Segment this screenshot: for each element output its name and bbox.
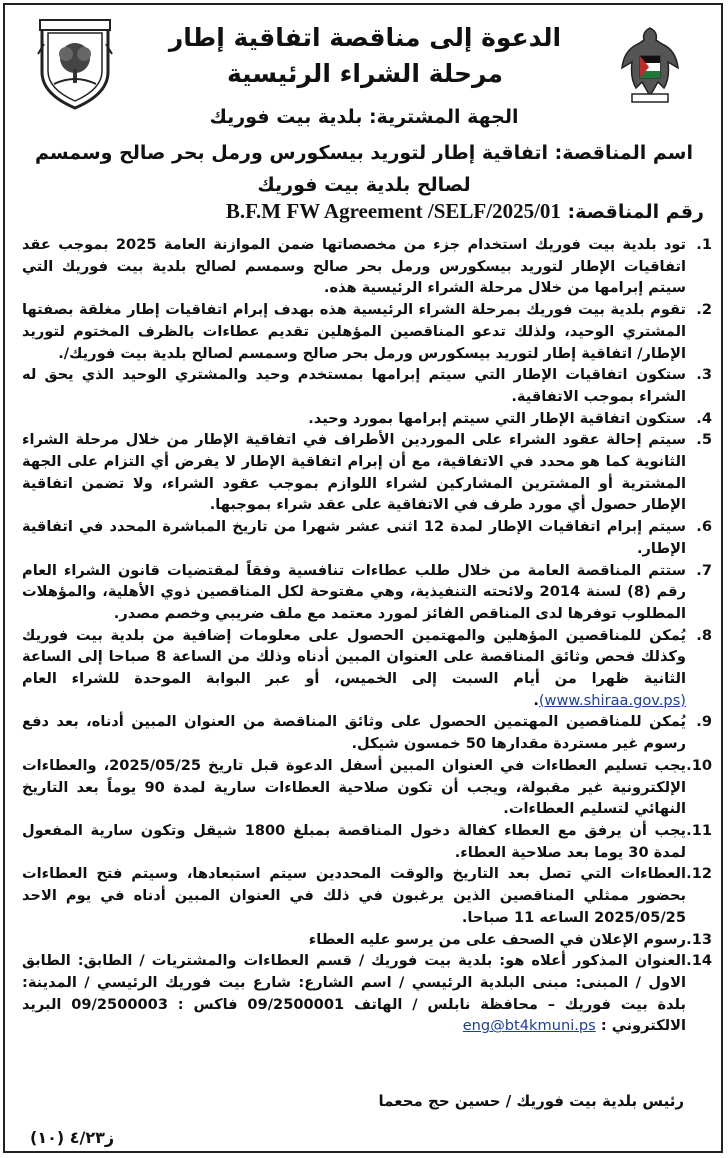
tender-name-line1: اسم المناقصة: اتفاقية إطار لتوريد بيسكورس ورمل بحر صالح وسمسم	[35, 142, 693, 164]
item-number: 9.	[696, 713, 712, 731]
item-number: 2.	[696, 301, 712, 319]
item-number: 14.	[686, 952, 712, 970]
conditions-list	[22, 234, 712, 1037]
item-number: 11.	[686, 821, 712, 839]
item-number: 7.	[696, 561, 712, 579]
list-item	[22, 299, 712, 364]
signature: رئيس بلدية بيت فوريك / حسين حج محعما	[378, 1092, 684, 1110]
list-item	[22, 820, 712, 863]
item-text: سيتم إبرام اتفاقيات الإطار لمدة 12 اثنى عشر شهرا من تاريخ المباشرة المحدد في اتفاقية الإطار.	[22, 518, 686, 557]
palestine-eagle-icon	[618, 22, 682, 108]
list-item	[22, 625, 712, 712]
item-text: يجب أن يرفق مع العطاء كفالة دخول المناقصة بمبلغ 1800 شيقل وتكون سارية المفعول لمدة 30 يوما بعد صلاحية العطاء.	[22, 821, 686, 861]
list-item	[22, 234, 712, 299]
list-item	[22, 429, 712, 516]
list-item	[22, 516, 712, 559]
municipality-emblem-icon	[36, 14, 114, 112]
ad-title: الدعوة إلى مناقصة اتفاقية إطار	[168, 23, 562, 52]
tender-name-line2: لصالح بلدية بيت فوريك	[257, 174, 471, 196]
tender-name	[20, 140, 708, 198]
item-text-tail: .	[533, 691, 539, 709]
list-item	[22, 364, 712, 407]
list-item	[22, 929, 712, 951]
item-text: يُمكن للمناقصين المهتمين الحصول على وثائق المناقصة من العنوان المبين أدناه، بعد دفع رسوم غير مستردة مقدارها 50 خمسون شيكل.	[22, 713, 686, 753]
item-text-body: يُمكن للمناقصين المؤهلين والمهتمين الحصول على معلومات إضافية من بلدية بيت فوريك وكذلك فحص وثائق المناقصة على العنوان المبين أدناه وذلك من الساعة 8 صباحا إلى الساعة الثانية ظهرا من أيام السبت إلى الخميس، أو عبر البوابة الموحدة للشراء العام	[22, 626, 686, 688]
buyer-line: الجهة المشترية: بلدية بيت فوريك	[209, 106, 519, 128]
item-number: 10.	[686, 756, 712, 774]
item-number: 13.	[686, 930, 712, 948]
shiraa-portal-link[interactable]: (www.shiraa.gov.ps)	[538, 691, 686, 709]
item-text: ستتم المناقصة العامة من خلال طلب عطاءات تنافسية وفقاً لمقتضيات قانون الشراء العام رقم (8) لسنة 2014 ولائحته التنفيذية، وهي مفتوحة لكل المناقصين ذوي الأهلية، والمؤهلات المطلوب توفرها لدى المناقص الفائز لمورد معتمد مع ملف ضريبي وخصم مصدر.	[22, 561, 686, 622]
item-number: 1.	[696, 236, 712, 253]
item-text	[22, 950, 686, 1037]
item-number: 4.	[696, 409, 712, 427]
item-text: تود بلدية بيت فوريك استخدام جزء من مخصصاتها ضمن الموازنة العامة 2025 بموجب عقد اتفاقيات الإطار لتوريد بيسكورس ورمل بحر صالح وسمسم لصالح بلدية بيت فوريك التي سيتم إبرامها من خلال مرحلة الشراء الرئيسية هذه.	[22, 236, 686, 297]
item-number: 5.	[696, 431, 712, 449]
list-item	[22, 950, 712, 1037]
list-item	[22, 863, 712, 928]
item-text: ستكون اتفاقيات الإطار التي سيتم إبرامها بمستخدم وحيد والمشتري الوحيد الذي يحق له الشراء بموجب الاتفاقية.	[22, 366, 686, 405]
item-number: 6.	[696, 518, 712, 536]
item-text: رسوم الإعلان في الصحف على من يرسو عليه العطاء	[308, 930, 686, 948]
item-text: ستكون اتفاقية الإطار التي سيتم إبرامها بمورد وحيد.	[308, 409, 686, 427]
item-number: 3.	[696, 366, 712, 384]
item-text	[22, 625, 686, 712]
item-text: سيتم إحالة عقود الشراء على الموردين الأطراف في اتفاقية الإطار من خلال مرحلة الشراء الثانوية كما هو محدد في الاتفاقية، مع أن إبرام اتفاقية الإطار لا يفرض أي التزام على الجهة المشترية أو المشترين المشاركين لشراء اللوازم بموجب عقود الشراء، ولا تضمن اتفاقية الإطار حصول أي مورد طرف في الاتفاقية على عقد شراء بموجبها.	[22, 431, 686, 514]
ad-subtitle: مرحلة الشراء الرئيسية	[226, 59, 504, 88]
item-text: تقوم بلدية بيت فوريك بمرحلة الشراء الرئيسية هذه بهدف إبرام اتفاقيات إطار مغلقة بصفتها المشتري الوحيد، ولذلك تدعو المناقصين المؤهلين تقديم عطاءات بالظرف المختوم لتوريد الإطار/ اتفاقية إطار لتوريد بيسكورس ورمل بحر صالح وسمسم لصالح بلدية بيت فوريك/.	[22, 301, 686, 362]
list-item	[22, 560, 712, 625]
item-text: يجب تسليم العطاءات في العنوان المبين أسفل الدعوة قبل تاريخ 2025/05/25، والعطاءات الإلكترونية غير مقبولة، ويجب أن تكون صلاحية العطاءات سارية لمدة 90 يوماً بعد التاريخ النهائي لتسليم العطاءات.	[22, 756, 686, 818]
email-link[interactable]: eng@bt4kmuni.ps	[462, 1017, 596, 1035]
item-number: 12.	[686, 865, 712, 883]
list-item	[22, 755, 712, 820]
item-text: العطاءات التي تصل بعد التاريخ والوقت المحددين سيتم استبعادها، وسيتم فتح العطاءات بحضور ممثلي المناقصين الذين يرغبون في ذلك في العنوان المبين أدناه في يوم الاحد 2025/05/25 الساعه 11 صباحا.	[22, 865, 686, 926]
publication-code: ز٤/٢٣ (١٠)	[30, 1128, 115, 1147]
list-item	[22, 711, 712, 754]
list-item	[22, 408, 712, 430]
item-number: 8.	[696, 626, 712, 644]
item-text-body: العنوان المذكور أعلاه هو: بلدية بيت فوريك / قسم العطاءات والمشتريات / الطابق: الطابق الاول / المبنى: مبنى البلدية الرئيسي / اسم الشارع: شارع بيت فوريك الرئيسي / المدينة: بلدة بيت فوريك – محافظة نابلس / الهاتف 09/2500001 فاكس : 09/2500003 البريد الالكتروني :	[22, 952, 686, 1035]
tender-ref-code: B.F.M FW Agreement /SELF/2025/01	[225, 199, 561, 223]
tender-ref	[226, 198, 704, 225]
tender-ref-label: رقم المناقصة:	[567, 201, 704, 223]
